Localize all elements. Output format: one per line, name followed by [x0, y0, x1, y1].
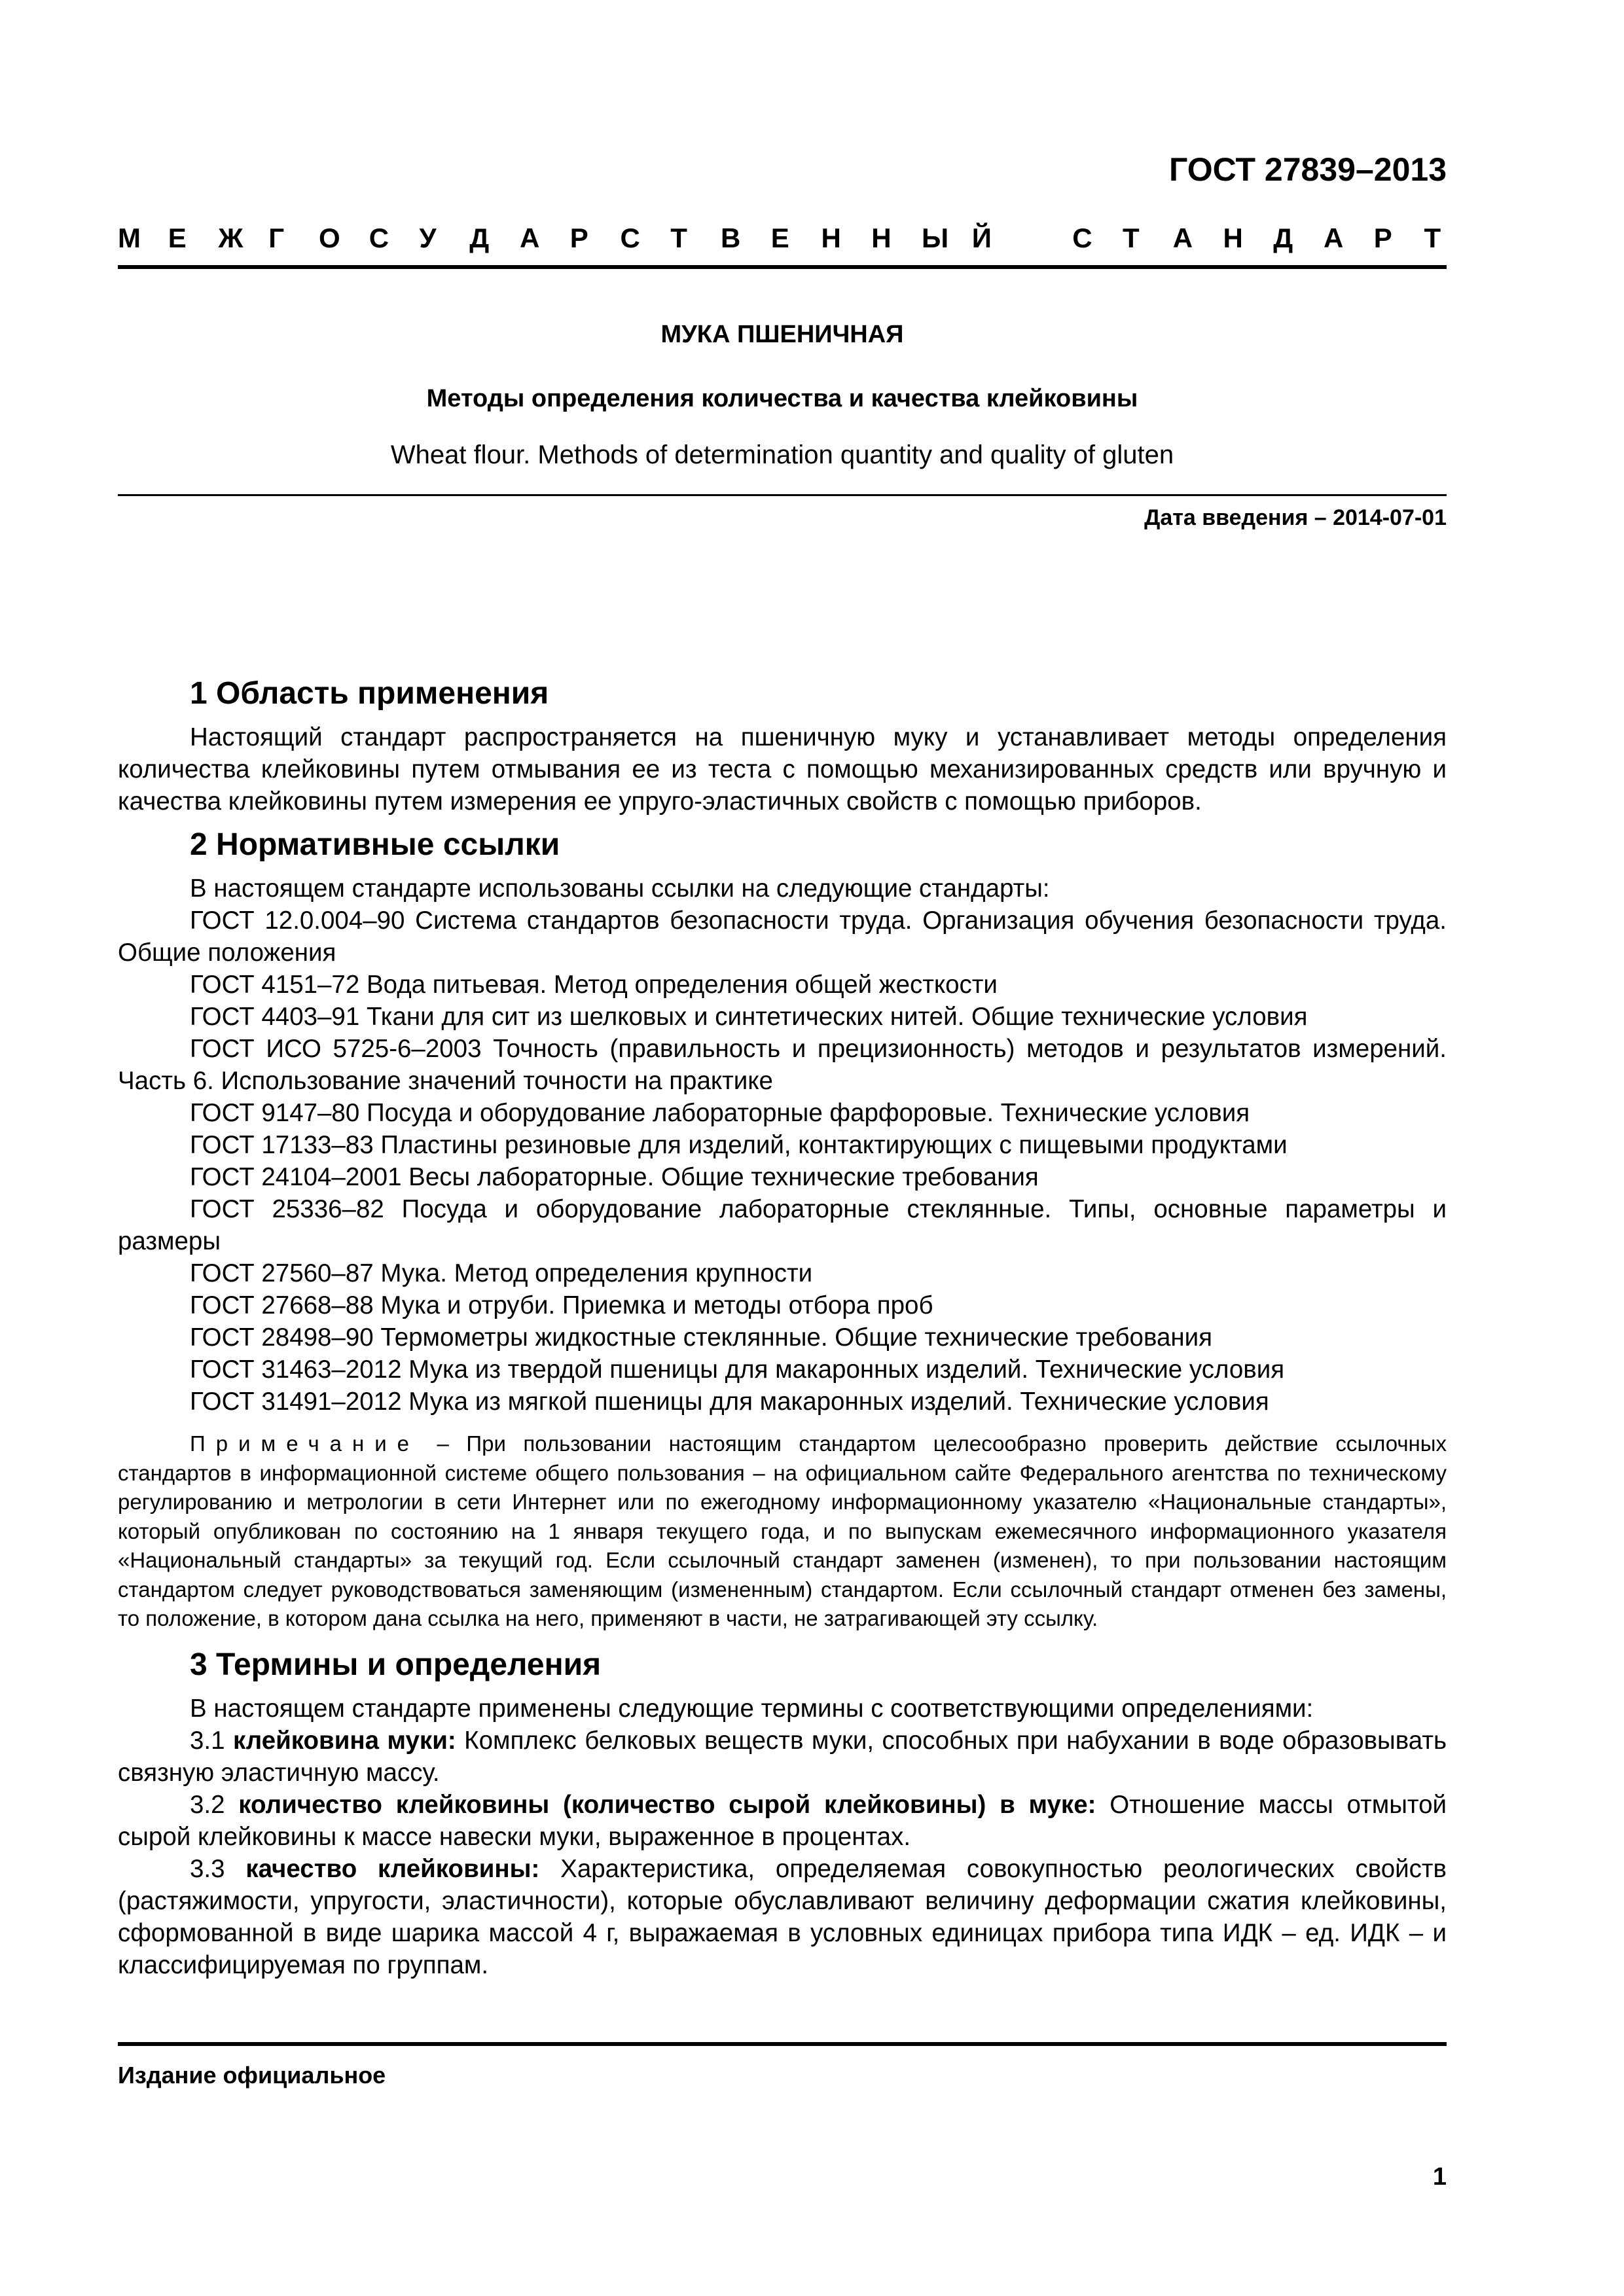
term-definition: [118, 1789, 1447, 1853]
term-definition: [118, 1853, 1447, 1981]
banner-letter: Р: [569, 223, 588, 253]
document-title: МУКА ПШЕНИЧНАЯ: [660, 321, 904, 348]
term-number: 3.2: [190, 1790, 239, 1819]
reference-item: ГОСТ 27560–87 Мука. Метод определения крупности: [190, 1259, 813, 1287]
term-text: Характеристика, определяемая совокупностью реологических свойств (растяжимости, упругости, эластичности), которые обуславливают величину деформации сжатия клейковины, сформованной в виде шарика массой 4 г, выражаемая в условных единицах прибора типа ИДК – ед. ИДК – и классифицируемая по группам.: [118, 1854, 1447, 1979]
banner-letter: О: [318, 223, 340, 253]
banner-letter: Д: [1273, 223, 1293, 253]
reference-item: ГОСТ 31463–2012 Мука из твердой пшеницы для макаронных изделий. Технические условия: [190, 1355, 1285, 1384]
banner-letter: А: [519, 223, 540, 253]
document-body: [118, 666, 1447, 1981]
banner-letter: Е: [168, 223, 187, 253]
note-label: Примечание: [190, 1431, 420, 1456]
reference-item: ГОСТ 4151–72 Вода питьевая. Метод определения общей жесткости: [190, 971, 998, 999]
reference-item: ГОСТ 4403–91 Ткани для сит из шелковых и синтетических нитей. Общие технические условия: [190, 1003, 1308, 1031]
banner-letter: Т: [1424, 223, 1441, 253]
section-2-heading: 2 Нормативные ссылки: [190, 827, 560, 862]
reference-item: ГОСТ 27668–88 Мука и отруби. Приемка и методы отбора проб: [190, 1291, 933, 1319]
term-name: количество клейковины (количество сырой клейковины) в муке:: [238, 1790, 1096, 1819]
banner-letter: С: [369, 223, 389, 253]
banner-letter: С: [620, 223, 640, 253]
official-edition-label: Издание официальное: [118, 2062, 386, 2089]
banner-letter: Е: [770, 223, 789, 253]
reference-item: ГОСТ 31491–2012 Мука из мягкой пшеницы для макаронных изделий. Технические условия: [190, 1388, 1269, 1416]
reference-item: ГОСТ 24104–2001 Весы лабораторные. Общие технические требования: [190, 1163, 1039, 1191]
note-text: – При пользовании настоящим стандартом целесообразно проверить действие ссылочных стандартов в информационной системе общего пользования – на официальном сайте Федерального агентства по техническому регулированию и метрологии в сети Интернет или по ежегодному информационному указателю «Национальные стандарты», который опубликован по состоянию на 1 января текущего года, и по выпускам ежемесячного информационного указателя «Национальный стандарты» за текущий год. Если ссылочный стандарт заменен (изменен), то при пользовании настоящим стандартом следует руководствоваться заменяющим (измененным) стандартом. Если ссылочный стандарт отменен без замены, то положение, в котором дана ссылка на него, применяют в части, не затрагивающей эту ссылку.: [118, 1431, 1447, 1630]
reference-item: ГОСТ 9147–80 Посуда и оборудование лабораторные фарфоровые. Технические условия: [190, 1099, 1250, 1127]
section-1-heading: 1 Область применения: [190, 676, 549, 711]
section-3-heading: 3 Термины и определения: [190, 1647, 602, 1682]
term-definition: [118, 1725, 1447, 1789]
reference-item: ГОСТ 28498–90 Термометры жидкостные стеклянные. Общие технические требования: [190, 1323, 1213, 1352]
term-text: Отношение массы отмытой сырой клейковины к массе навески муки, выраженное в процентах.: [118, 1790, 1447, 1851]
title-rule: [118, 494, 1447, 496]
banner-letter: А: [1323, 223, 1344, 253]
banner-letter: С: [1072, 223, 1092, 253]
reference-item: ГОСТ 17133–83 Пластины резиновые для изделий, контактирующих с пищевыми продуктами: [190, 1131, 1288, 1159]
introduction-date: Дата введения – 2014-07-01: [1144, 505, 1447, 530]
term-number: 3.1: [190, 1726, 234, 1755]
page-number: 1: [1432, 2163, 1447, 2191]
banner-letter: Г: [268, 223, 285, 253]
reference-item: ГОСТ 25336–82 Посуда и оборудование лабораторные стеклянные. Типы, основные параметры и размеры: [118, 1195, 1447, 1255]
document-subtitle: Методы определения количества и качества клейковины: [426, 385, 1138, 412]
header-rule: [118, 265, 1447, 269]
banner-letter: Й: [971, 223, 992, 253]
english-title: Wheat flour. Methods of determination quantity and quality of gluten: [390, 440, 1174, 469]
banner-letter: У: [419, 223, 437, 253]
standard-number: ГОСТ 27839–2013: [1169, 151, 1447, 188]
term-number: 3.3: [190, 1854, 246, 1883]
reference-item: ГОСТ 12.0.004–90 Система стандартов безопасности труда. Организация обучения безопасности труда. Общие положения: [118, 906, 1447, 967]
banner-letter: Ы: [921, 223, 949, 253]
reference-item: ГОСТ ИСО 5725-6–2003 Точность (правильность и прецизионность) методов и результатов измерений. Часть 6. Использование значений точности на практике: [118, 1035, 1447, 1095]
banner-letter: М: [118, 223, 141, 253]
banner-letter: Т: [1122, 223, 1140, 253]
banner-letter: Д: [469, 223, 490, 253]
section-3-intro: В настоящем стандарте применены следующие термины с соответствующими определениями:: [190, 1694, 1314, 1723]
banner-letter: Ж: [218, 223, 244, 253]
banner-letter: Н: [821, 223, 841, 253]
term-name: качество клейковины:: [245, 1854, 540, 1883]
section-1-text: Настоящий стандарт распространяется на пшеничную муку и устанавливает методы определения количества клейковины путем отмывания ее из теста с помощью механизированных средств или вручную и качества клейковины путем измерения ее упруго-эластичных свойств с помощью приборов.: [118, 723, 1447, 816]
banner-letter: Р: [1373, 223, 1392, 253]
term-name: клейковина муки:: [233, 1726, 456, 1755]
banner-letter: В: [720, 223, 741, 253]
reference-note: [118, 1429, 1447, 1634]
footer-rule: [118, 2042, 1447, 2046]
banner-letter: А: [1172, 223, 1193, 253]
banner-letter: Н: [871, 223, 892, 253]
term-text: Комплекс белковых веществ муки, способных при набухании в воде образовывать связную эластичную массу.: [118, 1726, 1447, 1787]
banner-letter: Т: [670, 223, 687, 253]
banner-letter: Н: [1223, 223, 1243, 253]
section-2-intro: В настоящем стандарте использованы ссылки на следующие стандарты:: [190, 874, 1050, 903]
